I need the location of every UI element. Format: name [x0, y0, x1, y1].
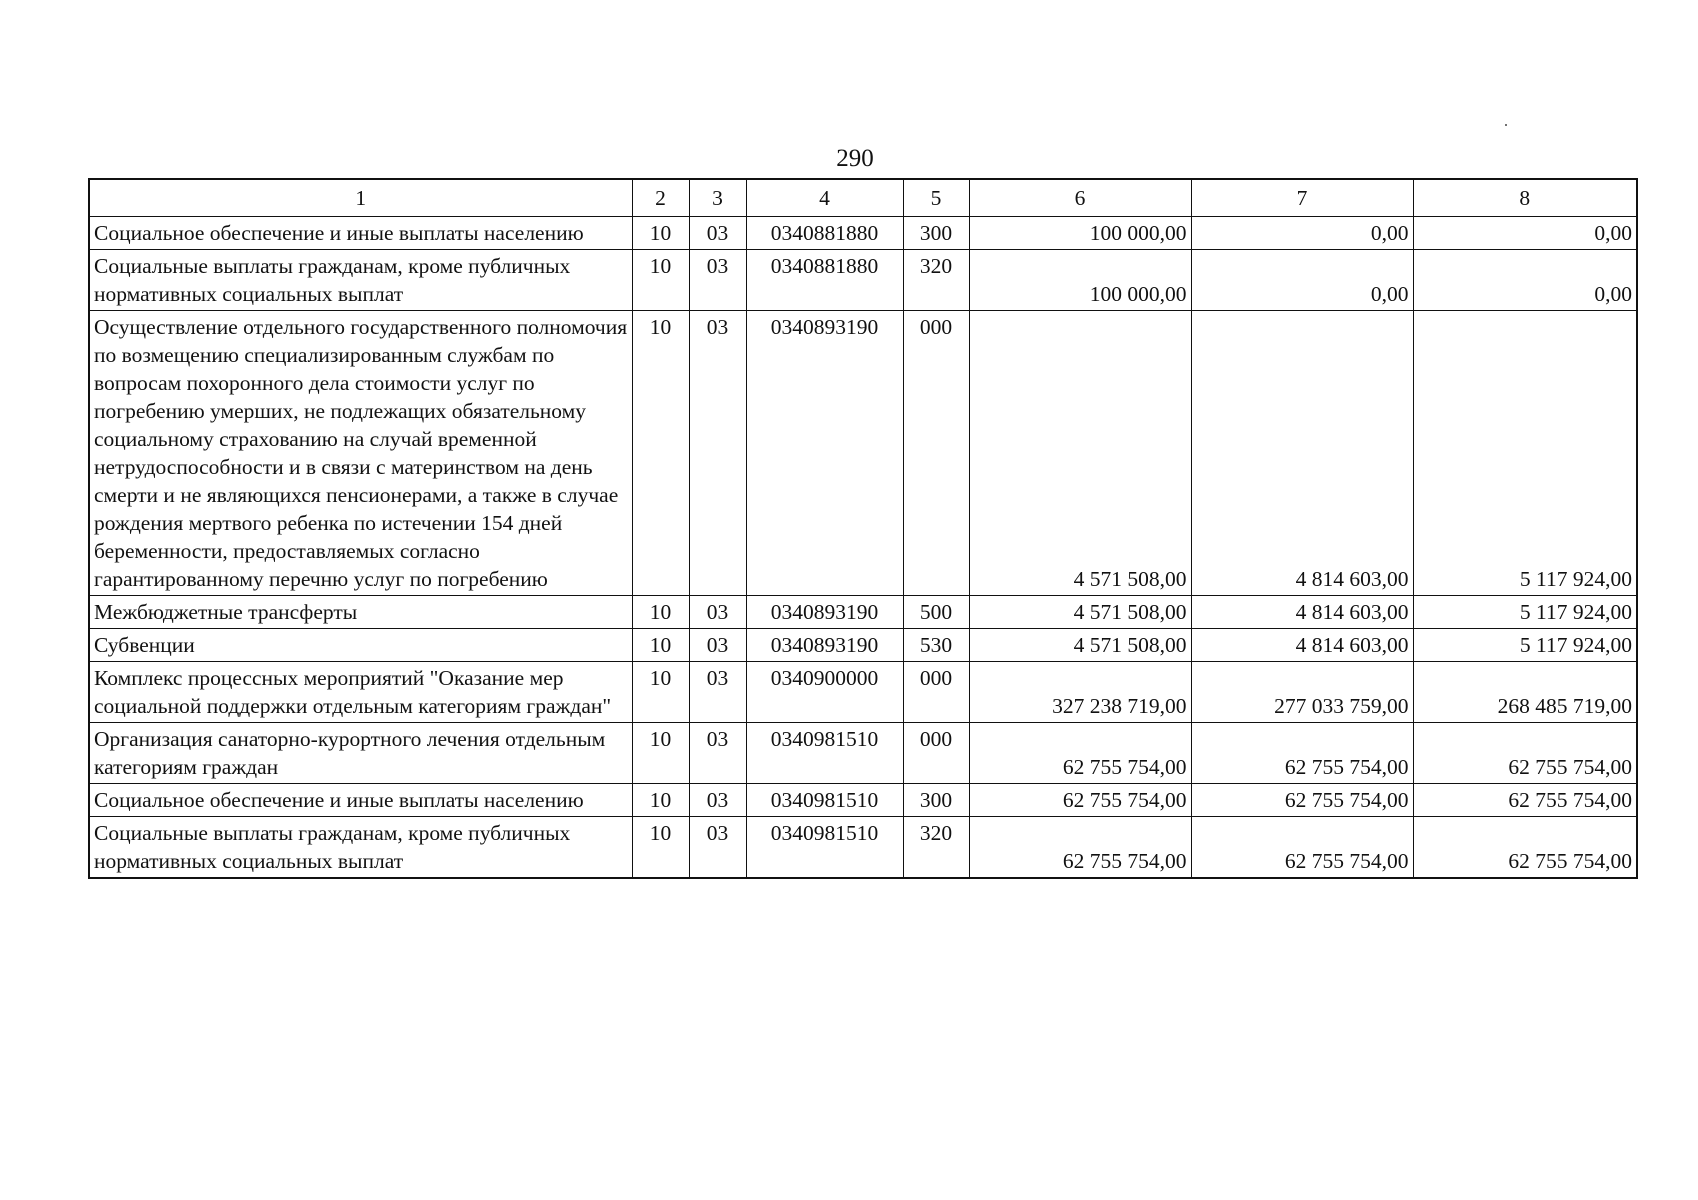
- row-target-article: 0340981510: [746, 817, 903, 879]
- row-amount-8: 5 117 924,00: [1413, 596, 1637, 629]
- row-amount-7: 62 755 754,00: [1191, 817, 1413, 879]
- row-amount-6: 100 000,00: [969, 250, 1191, 311]
- header-col-6: 6: [969, 179, 1191, 217]
- page-number: 290: [836, 145, 874, 172]
- header-row: [89, 179, 1637, 217]
- row-amount-7: 4 814 603,00: [1191, 629, 1413, 662]
- row-name: Осуществление отдельного государственного полномочия по возмещению специализированным службам по вопросам похоронного дела стоимости услуг по погребению умерших, не подлежащих обязательному социальному страхованию на случай временной нетрудоспособности и в связи с материнством на день смерти и не являющихся пенсионерами, а также в случае рождения мертвого ребенка по истечении 154 дней беременности, предоставляемых согласно гарантированному перечню услуг по погребению: [89, 311, 632, 596]
- row-target-article: 0340893190: [746, 629, 903, 662]
- row-name: Субвенции: [89, 629, 632, 662]
- row-expense-type: 300: [903, 784, 969, 817]
- row-amount-8: 62 755 754,00: [1413, 723, 1637, 784]
- row-amount-6: 62 755 754,00: [969, 817, 1191, 879]
- row-amount-8: 62 755 754,00: [1413, 784, 1637, 817]
- row-amount-8: 0,00: [1413, 250, 1637, 311]
- row-subsection: 03: [689, 311, 746, 596]
- row-name: Комплекс процессных мероприятий "Оказание мер социальной поддержки отдельным категориям граждан": [89, 662, 632, 723]
- table-row: [89, 723, 1637, 784]
- table-body: [89, 217, 1637, 879]
- row-amount-6: 62 755 754,00: [969, 784, 1191, 817]
- row-section: 10: [632, 596, 689, 629]
- header-col-1: 1: [89, 179, 632, 217]
- row-expense-type: 000: [903, 311, 969, 596]
- row-subsection: 03: [689, 817, 746, 879]
- header-col-3: 3: [689, 179, 746, 217]
- row-amount-7: 4 814 603,00: [1191, 311, 1413, 596]
- row-target-article: 0340981510: [746, 723, 903, 784]
- scan-speck: [1505, 124, 1507, 126]
- row-amount-6: 4 571 508,00: [969, 596, 1191, 629]
- row-name: Социальное обеспечение и иные выплаты населению: [89, 784, 632, 817]
- row-target-article: 0340981510: [746, 784, 903, 817]
- row-name: Межбюджетные трансферты: [89, 596, 632, 629]
- row-amount-6: 4 571 508,00: [969, 311, 1191, 596]
- row-amount-7: 0,00: [1191, 250, 1413, 311]
- table-row: [89, 250, 1637, 311]
- row-amount-7: 62 755 754,00: [1191, 723, 1413, 784]
- table-row: [89, 596, 1637, 629]
- row-amount-8: 268 485 719,00: [1413, 662, 1637, 723]
- row-expense-type: 530: [903, 629, 969, 662]
- row-section: 10: [632, 311, 689, 596]
- row-amount-7: 62 755 754,00: [1191, 784, 1413, 817]
- row-section: 10: [632, 250, 689, 311]
- row-target-article: 0340893190: [746, 311, 903, 596]
- row-section: 10: [632, 629, 689, 662]
- row-expense-type: 500: [903, 596, 969, 629]
- row-subsection: 03: [689, 629, 746, 662]
- table-row: [89, 817, 1637, 879]
- row-subsection: 03: [689, 217, 746, 250]
- header-col-8: 8: [1413, 179, 1637, 217]
- row-amount-8: 62 755 754,00: [1413, 817, 1637, 879]
- row-target-article: 0340893190: [746, 596, 903, 629]
- row-subsection: 03: [689, 784, 746, 817]
- row-expense-type: 000: [903, 662, 969, 723]
- header-col-2: 2: [632, 179, 689, 217]
- table-row: [89, 784, 1637, 817]
- row-name: Организация санаторно-курортного лечения отдельным категориям граждан: [89, 723, 632, 784]
- header-col-5: 5: [903, 179, 969, 217]
- row-name: Социальные выплаты гражданам, кроме публичных нормативных социальных выплат: [89, 817, 632, 879]
- row-subsection: 03: [689, 723, 746, 784]
- row-expense-type: 000: [903, 723, 969, 784]
- header-col-4: 4: [746, 179, 903, 217]
- row-expense-type: 320: [903, 250, 969, 311]
- row-section: 10: [632, 662, 689, 723]
- row-target-article: 0340881880: [746, 217, 903, 250]
- table-row: [89, 311, 1637, 596]
- row-subsection: 03: [689, 662, 746, 723]
- row-amount-8: 0,00: [1413, 217, 1637, 250]
- table-header: [89, 179, 1637, 217]
- row-section: 10: [632, 817, 689, 879]
- row-amount-6: 327 238 719,00: [969, 662, 1191, 723]
- header-col-7: 7: [1191, 179, 1413, 217]
- row-section: 10: [632, 784, 689, 817]
- table-row: [89, 662, 1637, 723]
- table-row: [89, 217, 1637, 250]
- row-amount-8: 5 117 924,00: [1413, 629, 1637, 662]
- row-name: Социальные выплаты гражданам, кроме публичных нормативных социальных выплат: [89, 250, 632, 311]
- budget-table: [88, 178, 1638, 879]
- row-amount-7: 277 033 759,00: [1191, 662, 1413, 723]
- row-name: Социальное обеспечение и иные выплаты населению: [89, 217, 632, 250]
- row-amount-7: 4 814 603,00: [1191, 596, 1413, 629]
- row-target-article: 0340881880: [746, 250, 903, 311]
- row-target-article: 0340900000: [746, 662, 903, 723]
- row-amount-6: 62 755 754,00: [969, 723, 1191, 784]
- row-amount-8: 5 117 924,00: [1413, 311, 1637, 596]
- row-amount-6: 4 571 508,00: [969, 629, 1191, 662]
- row-subsection: 03: [689, 250, 746, 311]
- row-expense-type: 300: [903, 217, 969, 250]
- row-section: 10: [632, 217, 689, 250]
- row-amount-6: 100 000,00: [969, 217, 1191, 250]
- table-row: [89, 629, 1637, 662]
- row-amount-7: 0,00: [1191, 217, 1413, 250]
- row-section: 10: [632, 723, 689, 784]
- row-subsection: 03: [689, 596, 746, 629]
- row-expense-type: 320: [903, 817, 969, 879]
